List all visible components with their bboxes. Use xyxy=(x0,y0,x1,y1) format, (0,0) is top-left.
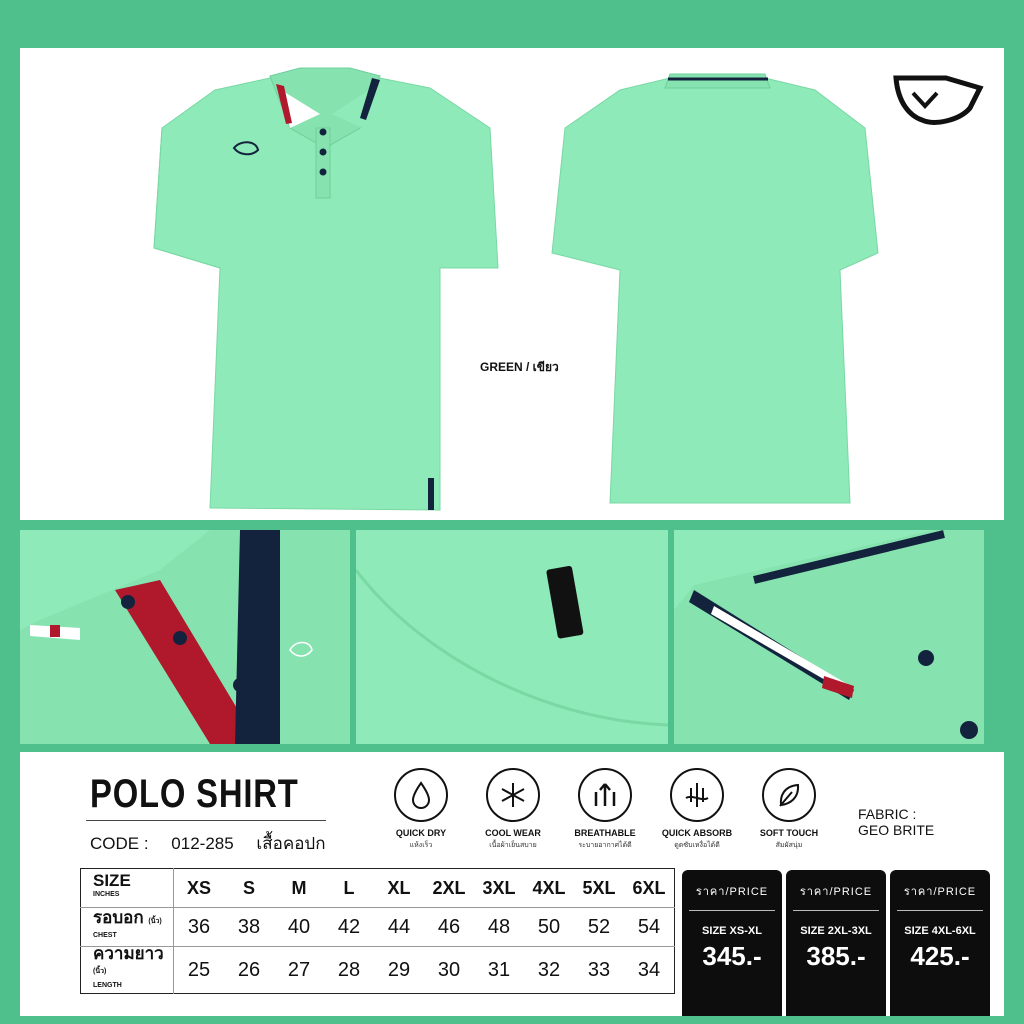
absorb-icon xyxy=(670,768,724,822)
chest-cell: 48 xyxy=(474,908,524,947)
price-card-2xl-3xl: ราคา/PRICE SIZE 2XL-3XL 385.- xyxy=(786,870,886,1016)
droplet-icon xyxy=(394,768,448,822)
length-cell: 29 xyxy=(387,958,411,981)
thai-product-name: เสื้อคอปก xyxy=(256,834,326,853)
product-code-row xyxy=(90,830,343,857)
detail-photo-collar xyxy=(674,530,984,744)
feature-cool-wear: COOL WEAR เนื้อผ้าเย็นสบาย xyxy=(468,768,558,851)
shirt-photo-panel xyxy=(20,48,1004,520)
chest-row xyxy=(81,908,675,947)
chest-cell: 50 xyxy=(524,908,574,947)
feather-icon xyxy=(762,768,816,822)
product-title: POLO SHIRT xyxy=(90,772,299,816)
arrows-up-icon xyxy=(578,768,632,822)
length-cell: 25 xyxy=(187,958,211,981)
length-header: ความยาว (นิ้ว) LENGTH xyxy=(81,947,174,994)
code-label: CODE : xyxy=(90,834,149,853)
length-cell: 32 xyxy=(537,958,561,981)
chest-cell: 46 xyxy=(424,908,474,947)
length-cell: 30 xyxy=(437,958,461,981)
size-cell: M xyxy=(274,869,324,908)
fabric-info xyxy=(858,806,934,838)
size-cell: L xyxy=(324,869,374,908)
snowflake-icon xyxy=(486,768,540,822)
feature-quick-absorb: QUICK ABSORB ดูดซับเหงื่อได้ดี xyxy=(652,768,742,851)
size-chart-table xyxy=(80,868,675,994)
fabric-value: GEO BRITE xyxy=(858,822,935,838)
chest-cell: 42 xyxy=(324,908,374,947)
back-shirt xyxy=(552,74,878,503)
brand-logo-icon xyxy=(896,78,980,122)
color-label: GREEN / เขียว xyxy=(480,360,559,374)
length-cell: 31 xyxy=(487,958,511,981)
length-cell: 34 xyxy=(637,958,661,981)
feature-soft-touch: SOFT TOUCH สัมผัสนุ่ม xyxy=(744,768,834,851)
chest-cell: 38 xyxy=(224,908,274,947)
length-cell: 33 xyxy=(587,958,611,981)
chest-cell: 54 xyxy=(624,908,675,947)
size-row xyxy=(81,869,675,908)
length-cell: 28 xyxy=(337,958,361,981)
feature-quick-dry: QUICK DRY แห้งเร็ว xyxy=(376,768,466,851)
chest-cell: 40 xyxy=(274,908,324,947)
collar-closeup xyxy=(674,530,984,744)
chest-cell: 36 xyxy=(174,908,225,947)
size-cell: 5XL xyxy=(574,869,624,908)
chest-cell: 52 xyxy=(574,908,624,947)
detail-photo-fabric xyxy=(356,530,668,744)
feature-breathable: BREATHABLE ระบายอากาศได้ดี xyxy=(560,768,650,851)
size-cell: XS xyxy=(174,869,225,908)
fabric-label: FABRIC : xyxy=(858,806,917,822)
size-cell: 3XL xyxy=(474,869,524,908)
size-cell: 2XL xyxy=(424,869,474,908)
price-card-xs-xl: ราคา/PRICE SIZE XS-XL 345.- xyxy=(682,870,782,1016)
code-value: 012-285 xyxy=(171,834,234,853)
size-cell: XL xyxy=(374,869,424,908)
title-divider xyxy=(86,820,326,821)
product-info-panel xyxy=(20,752,1004,1016)
front-shirt xyxy=(154,68,498,510)
chest-cell: 44 xyxy=(374,908,424,947)
feature-icons xyxy=(376,768,846,868)
size-header: SIZE INCHES xyxy=(81,869,174,908)
placket-closeup xyxy=(20,530,350,744)
length-row xyxy=(81,947,675,994)
fabric-closeup xyxy=(356,530,668,744)
price-card-4xl-6xl: ราคา/PRICE SIZE 4XL-6XL 425.- xyxy=(890,870,990,1016)
length-cell: 26 xyxy=(237,958,261,981)
chest-header: รอบอก (นิ้ว) CHEST xyxy=(81,908,174,947)
shirt-views xyxy=(20,48,1004,520)
size-cell: 4XL xyxy=(524,869,574,908)
length-cell: 27 xyxy=(287,958,311,981)
size-cell: 6XL xyxy=(624,869,675,908)
detail-photo-placket xyxy=(20,530,350,744)
size-cell: S xyxy=(224,869,274,908)
